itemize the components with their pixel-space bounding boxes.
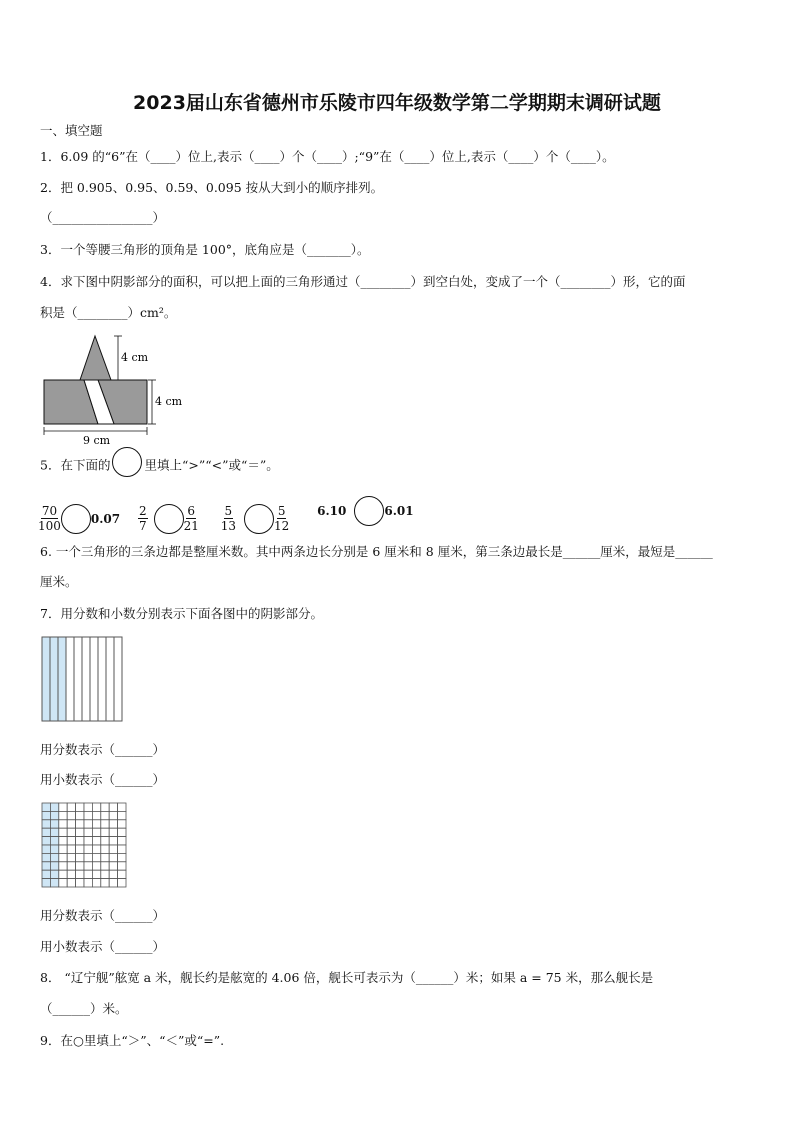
grid-cell bbox=[92, 870, 100, 878]
grid-cell bbox=[118, 828, 126, 836]
question-6-line2: 厘米。 bbox=[40, 574, 78, 589]
answer-circle[interactable] bbox=[244, 504, 274, 534]
compare-item-2 bbox=[138, 504, 199, 534]
question-4-line2: 积是（________）cm²。 bbox=[40, 305, 177, 320]
grid-cell bbox=[109, 820, 117, 828]
shaded-cell bbox=[42, 870, 50, 878]
grid-cell bbox=[101, 879, 109, 887]
grid-cell bbox=[101, 837, 109, 845]
grid-cell bbox=[92, 862, 100, 870]
shaded-cell bbox=[42, 837, 50, 845]
page-title: 2023届山东省德州市乐陵市四年级数学第二学期期末调研试题 bbox=[133, 92, 661, 114]
grid-cell bbox=[92, 853, 100, 861]
question-7-figure-1 bbox=[40, 635, 124, 723]
grid-cell bbox=[92, 879, 100, 887]
grid-cell bbox=[92, 803, 100, 811]
shaded-cell bbox=[50, 845, 58, 853]
shaded-cell bbox=[50, 870, 58, 878]
grid-cell bbox=[109, 862, 117, 870]
grid-cell bbox=[59, 870, 67, 878]
grid-cell bbox=[67, 820, 75, 828]
decimal-value: 0.07 bbox=[90, 511, 121, 526]
grid-cell bbox=[101, 862, 109, 870]
shaded-cell bbox=[42, 828, 50, 836]
compare-item-3 bbox=[221, 504, 290, 534]
grid-cell bbox=[101, 828, 109, 836]
decimal-value: 6.01 bbox=[384, 504, 414, 518]
strip bbox=[90, 637, 98, 721]
label-bottom-width: 9 cm bbox=[83, 434, 111, 447]
grid-cell bbox=[101, 845, 109, 853]
question-9: 9．在○里填上“＞”、“＜”或“=”. bbox=[40, 1033, 225, 1048]
answer-circle[interactable] bbox=[154, 504, 184, 534]
grid-cell bbox=[118, 837, 126, 845]
decimal-value: 6.10 bbox=[317, 504, 347, 518]
grid-cell bbox=[92, 837, 100, 845]
grid-cell bbox=[109, 803, 117, 811]
label-right-height: 4 cm bbox=[155, 395, 183, 408]
question-5-prefix: 5．在下面的 bbox=[40, 457, 111, 473]
grid-cell bbox=[67, 845, 75, 853]
fraction: $\frac{5}{13}$ bbox=[220, 504, 236, 533]
grid-cell bbox=[76, 870, 84, 878]
fraction: $\frac{70}{100}$ bbox=[38, 504, 61, 533]
strip bbox=[98, 637, 106, 721]
grid-cell bbox=[118, 811, 126, 819]
question-2-answer-blank: （________________） bbox=[40, 210, 166, 225]
grid-cell bbox=[118, 862, 126, 870]
grid-cell bbox=[84, 837, 92, 845]
grid-cell bbox=[59, 820, 67, 828]
question-7-figure-2 bbox=[40, 801, 128, 889]
grid-cell bbox=[109, 845, 117, 853]
grid-cell bbox=[84, 803, 92, 811]
grid-cell bbox=[118, 820, 126, 828]
q7-fig1-fraction: 用分数表示（______） bbox=[40, 742, 166, 757]
circle-icon bbox=[112, 447, 142, 477]
compare-item-4 bbox=[317, 496, 413, 526]
shaded-cell bbox=[50, 862, 58, 870]
question-5 bbox=[40, 455, 279, 477]
grid-cell bbox=[67, 862, 75, 870]
grid-cell bbox=[118, 879, 126, 887]
grid-cell bbox=[76, 828, 84, 836]
grid-cell bbox=[109, 870, 117, 878]
question-4-line1: 4．求下图中阴影部分的面积，可以把上面的三角形通过（________）到空白处，变成了一个（________）形，它的面 bbox=[40, 274, 686, 289]
grid-cell bbox=[118, 853, 126, 861]
shaded-cell bbox=[50, 879, 58, 887]
grid-cell bbox=[59, 828, 67, 836]
grid-cell bbox=[67, 828, 75, 836]
grid-cell bbox=[76, 811, 84, 819]
grid-cell bbox=[84, 828, 92, 836]
question-1: 1．6.09 的“6”在（____）位上,表示（____）个（____）;“9”在（____）位上,表示（____）个（____）。 bbox=[40, 149, 615, 164]
grid-cell bbox=[84, 845, 92, 853]
question-2: 2．把 0.905、0.95、0.59、0.095 按从大到小的顺序排列。 bbox=[40, 180, 384, 195]
grid-cell bbox=[109, 828, 117, 836]
shaded-cell bbox=[42, 820, 50, 828]
strip bbox=[106, 637, 114, 721]
grid-cell bbox=[101, 870, 109, 878]
strip bbox=[114, 637, 122, 721]
grid-cell bbox=[84, 811, 92, 819]
strip bbox=[74, 637, 82, 721]
strip bbox=[82, 637, 90, 721]
grid-cell bbox=[101, 820, 109, 828]
grid-cell bbox=[118, 845, 126, 853]
question-8-line2: （______）米。 bbox=[40, 1001, 128, 1016]
fraction: $\frac{6}{21}$ bbox=[183, 504, 199, 533]
grid-cell bbox=[76, 853, 84, 861]
grid-cell bbox=[59, 862, 67, 870]
question-3: 3．一个等腰三角形的顶角是 100°，底角应是（_______）。 bbox=[40, 242, 370, 257]
q7-fig2-decimal: 用小数表示（______） bbox=[40, 939, 166, 954]
grid-cell bbox=[76, 862, 84, 870]
grid-cell bbox=[109, 837, 117, 845]
shaded-cell bbox=[50, 811, 58, 819]
section-heading: 一、填空题 bbox=[40, 123, 103, 138]
grid-cell bbox=[101, 803, 109, 811]
shaded-cell bbox=[50, 820, 58, 828]
q7-fig2-fraction: 用分数表示（______） bbox=[40, 908, 166, 923]
grid-cell bbox=[67, 879, 75, 887]
grid-cell bbox=[76, 820, 84, 828]
grid-cell bbox=[67, 870, 75, 878]
question-7: 7．用分数和小数分别表示下面各图中的阴影部分。 bbox=[40, 606, 323, 621]
grid-cell bbox=[84, 879, 92, 887]
grid-cell bbox=[109, 853, 117, 861]
shaded-cell bbox=[42, 845, 50, 853]
grid-cell bbox=[67, 853, 75, 861]
grid-cell bbox=[67, 803, 75, 811]
grid-cell bbox=[118, 803, 126, 811]
grid-cell bbox=[92, 828, 100, 836]
grid-cell bbox=[109, 879, 117, 887]
shaded-cell bbox=[50, 837, 58, 845]
answer-circle[interactable] bbox=[354, 496, 384, 526]
shaded-cell bbox=[42, 803, 50, 811]
grid-cell bbox=[84, 820, 92, 828]
grid-cell bbox=[84, 853, 92, 861]
grid-cell bbox=[84, 870, 92, 878]
grid-cell bbox=[67, 837, 75, 845]
fraction: $\frac{5}{12}$ bbox=[274, 504, 290, 533]
shaded-cell bbox=[42, 879, 50, 887]
shaded-cell bbox=[50, 853, 58, 861]
grid-cell bbox=[118, 870, 126, 878]
grid-cell bbox=[59, 837, 67, 845]
fraction: $\frac{2}{7}$ bbox=[138, 504, 147, 533]
grid-cell bbox=[76, 803, 84, 811]
question-8-line1: 8． “辽宁舰”舷宽 a 米，舰长约是舷宽的 4.06 倍，舰长可表示为（______）米；如果 a = 75 米，那么舰长是 bbox=[40, 970, 654, 985]
shaded-cell bbox=[42, 862, 50, 870]
compare-item-1 bbox=[38, 504, 120, 534]
grid-cell bbox=[76, 845, 84, 853]
answer-circle[interactable] bbox=[61, 504, 91, 534]
label-top-height: 4 cm bbox=[121, 351, 149, 364]
shaded-cell bbox=[50, 828, 58, 836]
grid-cell bbox=[59, 853, 67, 861]
grid-cell bbox=[92, 811, 100, 819]
grid-cell bbox=[84, 862, 92, 870]
shaded-strip bbox=[42, 637, 50, 721]
grid-cell bbox=[76, 837, 84, 845]
shaded-cell bbox=[42, 853, 50, 861]
shaded-strip bbox=[50, 637, 58, 721]
question-4-figure bbox=[38, 332, 188, 447]
q7-fig1-decimal: 用小数表示（______） bbox=[40, 772, 166, 787]
grid-cell bbox=[101, 811, 109, 819]
grid-cell bbox=[59, 845, 67, 853]
grid-cell bbox=[67, 811, 75, 819]
grid-cell bbox=[59, 811, 67, 819]
grid-cell bbox=[76, 879, 84, 887]
question-5-suffix: 里填上“>”“<”或“＝”。 bbox=[144, 457, 279, 473]
question-5-items bbox=[38, 496, 414, 534]
grid-cell bbox=[101, 853, 109, 861]
shaded-strip bbox=[58, 637, 66, 721]
grid-cell bbox=[109, 811, 117, 819]
shaded-cell bbox=[50, 803, 58, 811]
shaded-cell bbox=[42, 811, 50, 819]
grid-cell bbox=[92, 820, 100, 828]
grid-cell bbox=[59, 879, 67, 887]
question-6-line1: 6. 一个三角形的三条边都是整厘米数。其中两条边长分别是 6 厘米和 8 厘米，第三条边最长是______厘米，最短是______ bbox=[40, 544, 713, 559]
grid-cell bbox=[92, 845, 100, 853]
grid-cell bbox=[59, 803, 67, 811]
strip bbox=[66, 637, 74, 721]
